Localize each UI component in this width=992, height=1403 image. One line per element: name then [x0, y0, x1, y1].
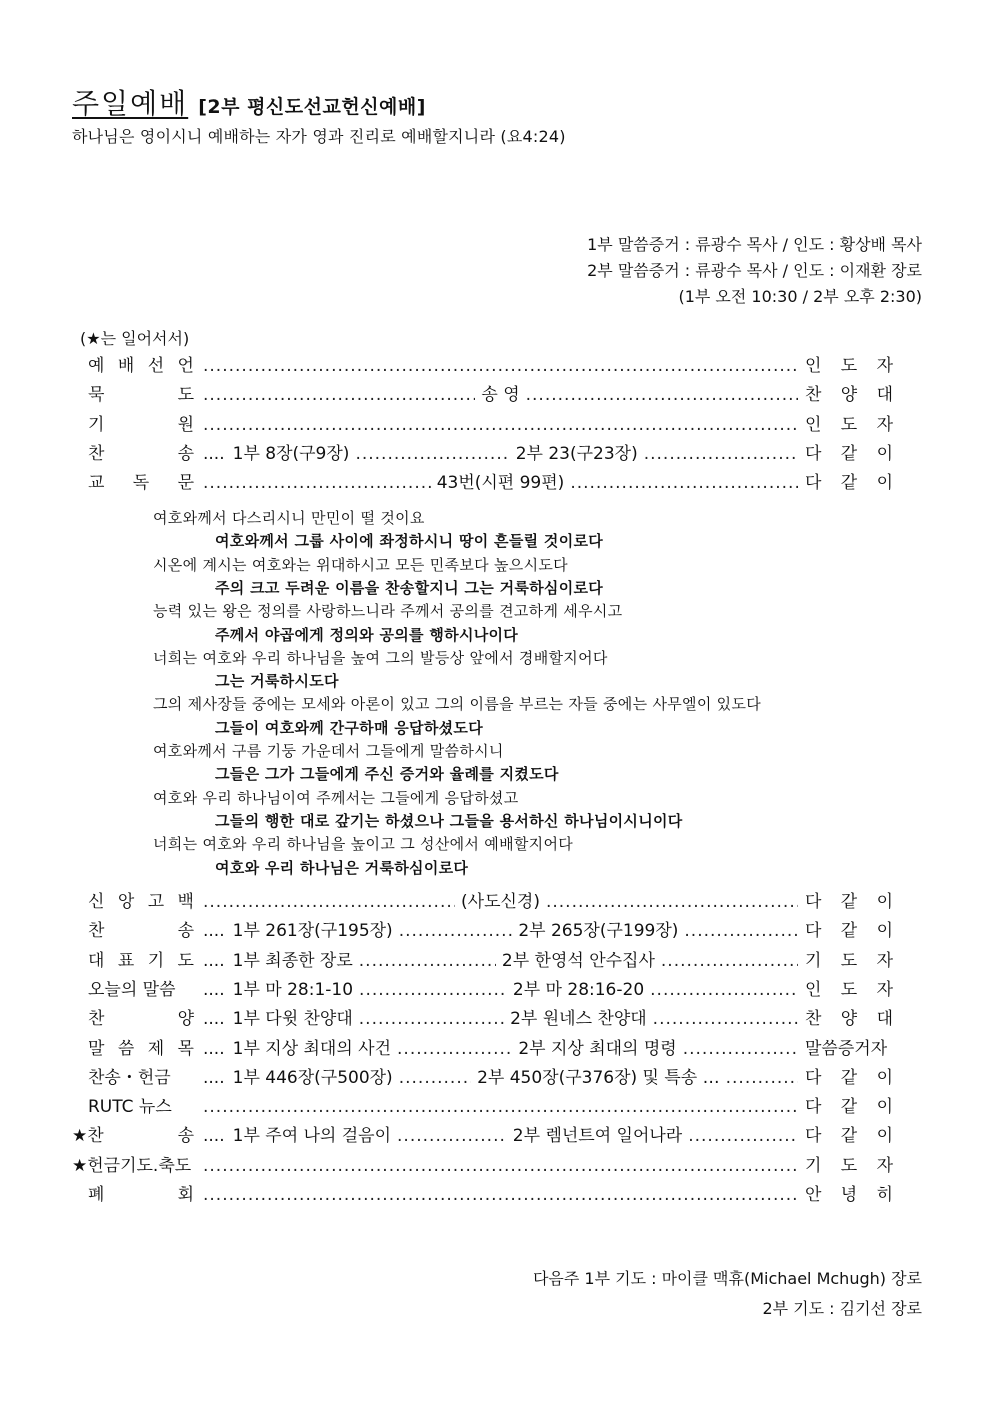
- order-responsible-char: 이: [876, 443, 893, 464]
- reading-leader-line: 그의 제사장들 중에는 모세와 아론이 있고 그의 이름을 부르는 자들 중에는 사무엘이 있도다: [153, 695, 762, 714]
- order-label: [88, 1005, 194, 1034]
- order-detail: [203, 1122, 798, 1151]
- order-label-char: 예: [88, 356, 105, 376]
- order-detail: [203, 469, 798, 498]
- order-responsible-char: 자: [876, 414, 893, 435]
- order-responsible-char: 같: [840, 1097, 858, 1118]
- order-responsible-char: 도: [840, 356, 858, 376]
- order-label-char: 도: [177, 385, 194, 406]
- leader-dots: [399, 1064, 471, 1093]
- order-row: [0, 917, 992, 946]
- order-label-char: 독: [132, 473, 150, 494]
- order-detail: [203, 888, 798, 917]
- order-responsible-char: 이: [876, 1067, 893, 1088]
- order-responsible: [805, 411, 893, 440]
- order-label-char: ★찬: [72, 1126, 104, 1147]
- order-label: [88, 1093, 194, 1122]
- order-label-char: 묵: [88, 385, 105, 406]
- reading-leader-line: 능력 있는 왕은 정의를 사랑하느니라 주께서 공의를 견고하게 세우시고: [153, 602, 623, 621]
- order-detail: [203, 1035, 798, 1064]
- leader-dots: [203, 469, 431, 498]
- service-info-times: (1부 오전 10:30 / 2부 오후 2:30): [678, 287, 922, 306]
- reading-people-line: 그들은 그가 그들에게 주신 증거와 율례를 지켰도다: [215, 765, 559, 784]
- order-responsible-char: 같: [840, 892, 858, 912]
- order-label-char: 오늘의 말씀: [88, 979, 176, 1000]
- order-part1: 1부 446장(구500장): [232, 1067, 393, 1088]
- order-responsible-char: 이: [876, 473, 893, 494]
- leader-dots: [397, 1035, 512, 1064]
- order-responsible-char: 대: [876, 385, 893, 406]
- order-part2: 2부 한영석 안수집사: [501, 950, 655, 971]
- order-row: [0, 440, 992, 469]
- order-label: [88, 976, 194, 1005]
- order-detail: [203, 1064, 798, 1093]
- leader-dots-start: ....: [203, 1067, 225, 1088]
- order-detail: [203, 381, 798, 410]
- next-week-prayer-part1: 다음주 1부 기도 : 마이클 맥휴(Michael Mchugh) 장로: [532, 1269, 922, 1288]
- leader-dots: [355, 440, 509, 469]
- order-responsible-char: 같: [840, 1126, 858, 1147]
- order-label: [88, 1181, 194, 1210]
- order-responsible-char: 인: [805, 979, 822, 1000]
- order-label: [88, 1064, 194, 1093]
- order-row: [0, 469, 992, 498]
- order-responsible: [805, 352, 893, 381]
- order-responsible-char: 자: [876, 979, 893, 1000]
- order-row: [0, 1064, 992, 1093]
- order-part2: 2부 23(구23장): [515, 443, 638, 464]
- order-label-char: 앙: [117, 892, 135, 912]
- order-responsible: [805, 1122, 893, 1151]
- order-row: [0, 947, 992, 976]
- order-responsible: [805, 1093, 893, 1122]
- order-label-char: 도: [177, 950, 194, 971]
- leader-dots: [203, 352, 798, 381]
- reading-leader-line: 시온에 계시는 여호와는 위대하시고 모든 민족보다 높으시도다: [153, 555, 568, 574]
- order-responsible: [805, 947, 893, 976]
- leader-dots: [688, 1122, 798, 1151]
- leader-dots: [644, 440, 798, 469]
- leader-dots: [359, 947, 496, 976]
- order-detail: [203, 1093, 798, 1122]
- order-label: [88, 352, 194, 381]
- order-part1: 1부 8장(구9장): [232, 443, 350, 464]
- order-part1: 1부 마 28:1-10: [232, 979, 354, 1000]
- order-responsible-char: 이: [876, 1097, 893, 1118]
- order-responsible-char: 같: [840, 443, 858, 464]
- order-part1: 1부 다윗 찬양대: [232, 1009, 353, 1030]
- leader-dots-start: ....: [203, 443, 225, 464]
- order-center: 송 영: [481, 385, 520, 406]
- order-part2: 2부 450장(구376장) 및 특송 …: [477, 1067, 720, 1088]
- service-info-part2: 2부 말씀증거 : 류광수 목사 / 인도 : 이재환 장로: [587, 261, 922, 280]
- order-responsible: [805, 976, 893, 1005]
- order-row: [0, 888, 992, 917]
- leader-dots-start: ....: [203, 979, 225, 1000]
- order-label-char: 대: [88, 950, 105, 971]
- leader-dots-start: ....: [203, 1038, 225, 1059]
- next-week-prayer: [533, 1264, 922, 1324]
- order-responsible-char: 도: [840, 950, 858, 971]
- leader-dots: [203, 1152, 798, 1181]
- order-responsible: [805, 440, 893, 469]
- order-row: [0, 1035, 992, 1064]
- order-label: [72, 1152, 194, 1181]
- order-responsible-char: 기: [805, 950, 822, 971]
- reading-people-line: 주께서 야곱에게 정의와 공의를 행하시나이다: [215, 625, 519, 644]
- order-label-char: 기: [147, 950, 165, 971]
- order-detail: [203, 411, 798, 440]
- order-detail: [203, 976, 798, 1005]
- order-row: [0, 1005, 992, 1034]
- order-row: [0, 1093, 992, 1122]
- order-label-char: RUTC 뉴스: [88, 1097, 172, 1118]
- order-label: [88, 947, 194, 976]
- order-responsible: [805, 381, 893, 410]
- order-row: [0, 1122, 992, 1151]
- order-label-char: 원: [177, 414, 194, 435]
- order-responsible-char: 녕: [840, 1185, 858, 1205]
- order-detail: [203, 1152, 798, 1181]
- order-responsible-char: 말씀증거자: [805, 1038, 888, 1059]
- order-label-char: 송: [177, 443, 194, 464]
- order-responsible-char: 같: [840, 473, 858, 494]
- order-label-char: 씀: [117, 1038, 135, 1059]
- reading-leader-line: 여호와 우리 하나님이여 주께서는 그들에게 응답하셨고: [153, 788, 519, 807]
- order-label: [88, 411, 194, 440]
- order-responsible-char: 인: [805, 414, 822, 435]
- order-label-char: 찬: [88, 921, 105, 942]
- order-part1: 1부 주여 나의 걸음이: [232, 1126, 392, 1147]
- leader-dots: [683, 1035, 798, 1064]
- order-responsible-char: 양: [840, 385, 858, 406]
- order-responsible-char: 같: [840, 921, 858, 942]
- reading-people-line: 그들이 여호와께 간구하매 응답하셨도다: [215, 718, 483, 737]
- order-responsible-char: 안: [805, 1185, 822, 1205]
- order-label-char: 백: [177, 892, 194, 912]
- order-label: [88, 917, 194, 946]
- order-label-char: 찬: [88, 443, 105, 464]
- order-detail: [203, 352, 798, 381]
- order-responsible-char: 대: [876, 1009, 893, 1030]
- leader-dots-start: ....: [203, 921, 225, 942]
- order-responsible-char: 이: [876, 921, 893, 942]
- order-responsible-char: 자: [876, 1155, 893, 1176]
- order-label-char: ★헌금기도.축도: [72, 1155, 192, 1176]
- order-label-char: 찬: [88, 1009, 105, 1030]
- order-detail: [203, 440, 798, 469]
- order-label-char: 회: [177, 1185, 194, 1205]
- leader-dots: [661, 947, 798, 976]
- order-label-char: 말: [88, 1038, 105, 1059]
- leader-dots: [570, 469, 798, 498]
- reading-people-line: 여호와 우리 하나님은 거룩하심이로다: [215, 858, 469, 877]
- order-responsible: [805, 917, 893, 946]
- leader-dots: [203, 411, 798, 440]
- order-label-char: 선: [147, 356, 165, 376]
- leader-dots: [546, 888, 798, 917]
- order-part2: 2부 원네스 찬양대: [510, 1009, 647, 1030]
- leader-dots: [526, 381, 798, 410]
- next-week-prayer-part2: 2부 기도 : 김기선 장로: [762, 1299, 922, 1318]
- order-part1: 1부 261장(구195장): [232, 921, 393, 942]
- order-detail: [203, 1181, 798, 1210]
- order-label-char: 양: [177, 1009, 194, 1030]
- order-responsible: [805, 1181, 893, 1210]
- leader-dots: [203, 1093, 798, 1122]
- service-info-part1: 1부 말씀증거 : 류광수 목사 / 인도 : 황상배 목사: [587, 235, 922, 254]
- order-responsible-char: 자: [876, 356, 893, 376]
- order-label-char: 송: [177, 921, 194, 942]
- order-responsible-char: 다: [805, 1097, 822, 1118]
- order-responsible-char: 자: [876, 950, 893, 971]
- order-label-char: 고: [147, 892, 165, 912]
- order-row: [0, 1181, 992, 1210]
- title-block: [72, 82, 426, 122]
- order-label: [72, 1122, 194, 1151]
- leader-dots: [203, 381, 475, 410]
- page-subtitle: [2부 평신도선교헌신예배]: [198, 96, 426, 118]
- order-label: [88, 888, 194, 917]
- order-responsible: [805, 1064, 893, 1093]
- order-responsible-char: 다: [805, 1126, 822, 1147]
- order-part1: 1부 지상 최대의 사건: [232, 1038, 392, 1059]
- order-label: [88, 469, 194, 498]
- order-label-char: 신: [88, 892, 105, 912]
- order-row: [0, 411, 992, 440]
- order-label-char: 배: [117, 356, 135, 376]
- reading-people-line: 여호와께서 그룹 사이에 좌정하시니 땅이 흔들릴 것이로다: [215, 532, 604, 551]
- leader-dots: [203, 1181, 798, 1210]
- leader-dots-start: ....: [203, 1009, 225, 1030]
- reading-people-line: 그들의 행한 대로 갚기는 하셨으나 그들을 용서하신 하나님이시니이다: [215, 811, 683, 830]
- order-responsible-char: 도: [840, 1155, 858, 1176]
- order-responsible-char: 찬: [805, 385, 822, 406]
- order-row: [0, 352, 992, 381]
- leader-dots: [653, 1005, 798, 1034]
- order-responsible-char: 다: [805, 473, 822, 494]
- order-responsible-char: 인: [805, 356, 822, 376]
- order-label-char: 기: [88, 414, 105, 435]
- order-label-char: 목: [177, 1038, 194, 1059]
- order-label-char: 문: [177, 473, 194, 494]
- order-detail: [203, 917, 798, 946]
- leader-dots: [397, 1122, 507, 1151]
- order-label-char: 표: [117, 950, 135, 971]
- leader-dots: [359, 976, 507, 1005]
- reading-people-line: 그는 거룩하시도다: [215, 672, 339, 691]
- order-responsible-char: 이: [876, 1126, 893, 1147]
- order-responsible-char: 같: [840, 1067, 858, 1088]
- leader-dots: [399, 917, 513, 946]
- order-label: [88, 381, 194, 410]
- order-responsible-char: 양: [840, 1009, 858, 1030]
- scripture-verse: 하나님은 영이시니 예배하는 자가 영과 진리로 예배할지니라 (요4:24): [72, 127, 566, 146]
- order-label-char: 교: [88, 473, 105, 494]
- order-row: [0, 1152, 992, 1181]
- order-responsible-char: 도: [840, 979, 858, 1000]
- leader-dots: [650, 976, 798, 1005]
- order-label: [88, 1035, 194, 1064]
- order-label-char: 제: [147, 1038, 165, 1059]
- reading-leader-line: 여호와께서 다스리시니 만민이 떨 것이요: [153, 509, 425, 527]
- order-label: [88, 440, 194, 469]
- reading-people-line: 주의 크고 두려운 이름을 찬송할지니 그는 거룩하심이로다: [215, 578, 604, 597]
- service-info: [587, 232, 922, 310]
- order-responsible-char: 찬: [805, 1009, 822, 1030]
- order-detail: [203, 947, 798, 976]
- reading-leader-line: 여호와께서 구름 기둥 가운데서 그들에게 말씀하시니: [153, 742, 504, 760]
- reading-leader-line: 너희는 여호와 우리 하나님을 높이고 그 성산에서 예배할지어다: [153, 835, 574, 854]
- order-label-char: 찬송・헌금: [88, 1067, 171, 1088]
- order-responsible-char: 다: [805, 921, 822, 942]
- order-row: [0, 976, 992, 1005]
- order-center: 43번(시편 99편): [436, 473, 565, 494]
- leader-dots: [726, 1064, 798, 1093]
- order-responsible: [805, 1152, 893, 1181]
- reading-leader-line: 너희는 여호와 우리 하나님을 높여 그의 발등상 앞에서 경배할지어다: [153, 648, 608, 667]
- page-title: 주일예배: [72, 87, 189, 120]
- order-center: (사도신경): [461, 892, 540, 912]
- stand-note: (★는 일어서서): [80, 329, 190, 348]
- order-responsible-char: 기: [805, 1155, 822, 1176]
- order-responsible-char: 히: [876, 1185, 893, 1205]
- order-responsible-char: 다: [805, 443, 822, 464]
- order-responsible-char: 다: [805, 1067, 822, 1088]
- order-part1: 1부 최종한 장로: [232, 950, 353, 971]
- order-label-char: 폐: [88, 1185, 105, 1205]
- leader-dots: [203, 888, 455, 917]
- order-responsible-char: 다: [805, 892, 822, 912]
- leader-dots: [684, 917, 798, 946]
- order-part2: 2부 마 28:16-20: [512, 979, 645, 1000]
- order-responsible: [805, 1035, 893, 1064]
- order-row: [0, 381, 992, 410]
- order-detail: [203, 1005, 798, 1034]
- order-responsible-char: 이: [876, 892, 893, 912]
- order-label-char: 언: [177, 356, 194, 376]
- order-responsible: [805, 888, 893, 917]
- order-responsible: [805, 1005, 893, 1034]
- order-label-char: 송: [177, 1126, 194, 1147]
- leader-dots-start: ....: [203, 1126, 225, 1147]
- leader-dots: [359, 1005, 504, 1034]
- order-responsible-char: 도: [840, 414, 858, 435]
- order-part2: 2부 265장(구199장): [518, 921, 679, 942]
- order-part2: 2부 렘넌트여 일어나라: [512, 1126, 683, 1147]
- order-responsible: [805, 469, 893, 498]
- leader-dots-start: ....: [203, 950, 225, 971]
- order-part2: 2부 지상 최대의 명령: [518, 1038, 677, 1059]
